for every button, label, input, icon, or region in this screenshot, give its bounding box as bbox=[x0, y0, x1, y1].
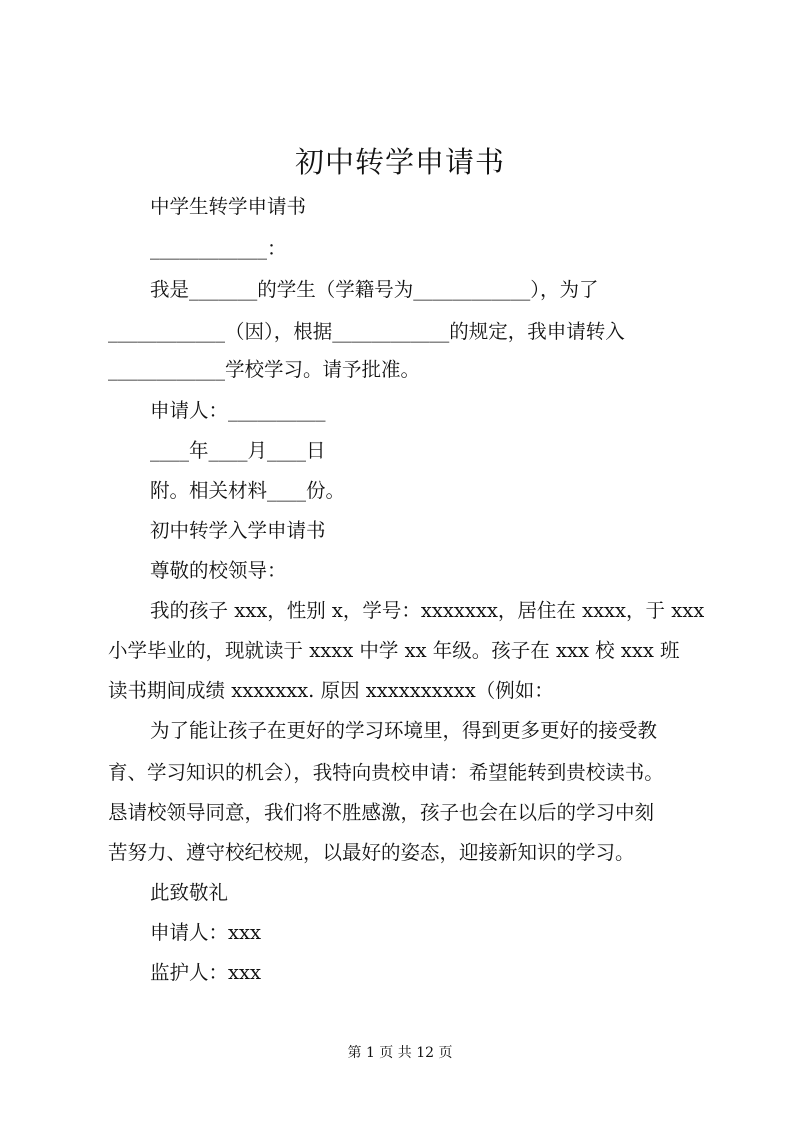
section2-closing: 此致敬礼 bbox=[150, 881, 229, 904]
section2-paragraph2-line-2: 育、学习知识的机会），我特向贵校申请：希望能转到贵校读书。 bbox=[108, 761, 664, 784]
section2-paragraph1-line-1: 我的孩子 xxx，性别 x，学号：xxxxxxx，居住在 xxxx，于 xxx bbox=[150, 599, 705, 622]
section2-guardian: 监护人：xxx bbox=[150, 961, 261, 984]
section1-date: ____年____月____日 bbox=[150, 439, 326, 462]
section2-paragraph1-line-3: 读书期间成绩 xxxxxxx. 原因 xxxxxxxxxx（例如： bbox=[108, 679, 554, 702]
section2-heading: 初中转学入学申请书 bbox=[150, 519, 326, 542]
section1-heading: 中学生转学申请书 bbox=[150, 195, 307, 218]
section1-applicant: 申请人：__________ bbox=[150, 399, 326, 422]
section1-salutation: ____________： bbox=[150, 237, 287, 260]
section2-salutation: 尊敬的校领导： bbox=[150, 559, 287, 582]
section2-applicant: 申请人：xxx bbox=[150, 921, 261, 944]
document-title: 初中转学申请书 bbox=[294, 145, 505, 179]
section1-paragraph-line-2: ____________（因），根据____________的规定，我申请转入 bbox=[108, 320, 625, 343]
section1-attachment: 附。相关材料____份。 bbox=[150, 479, 346, 502]
section2-paragraph2-line-3: 恳请校领导同意，我们将不胜感激，孩子也会在以后的学习中刻 bbox=[108, 801, 655, 824]
section2-paragraph2-line-1: 为了能让孩子在更好的学习环境里，得到更多更好的接受教 bbox=[150, 719, 658, 742]
section1-paragraph-line-1: 我是_______的学生（学籍号为____________），为了 bbox=[150, 278, 599, 301]
section2-paragraph2-line-4: 苦努力、遵守校纪校规，以最好的姿态，迎接新知识的学习。 bbox=[108, 841, 635, 864]
section2-paragraph1-line-2: 小学毕业的，现就读于 xxxx 中学 xx 年级。孩子在 xxx 校 xxx 班 bbox=[108, 639, 680, 662]
section1-paragraph-line-3: ____________学校学习。请予批准。 bbox=[108, 358, 421, 381]
page-footer: 第 1 页 共 12 页 bbox=[347, 1045, 453, 1061]
